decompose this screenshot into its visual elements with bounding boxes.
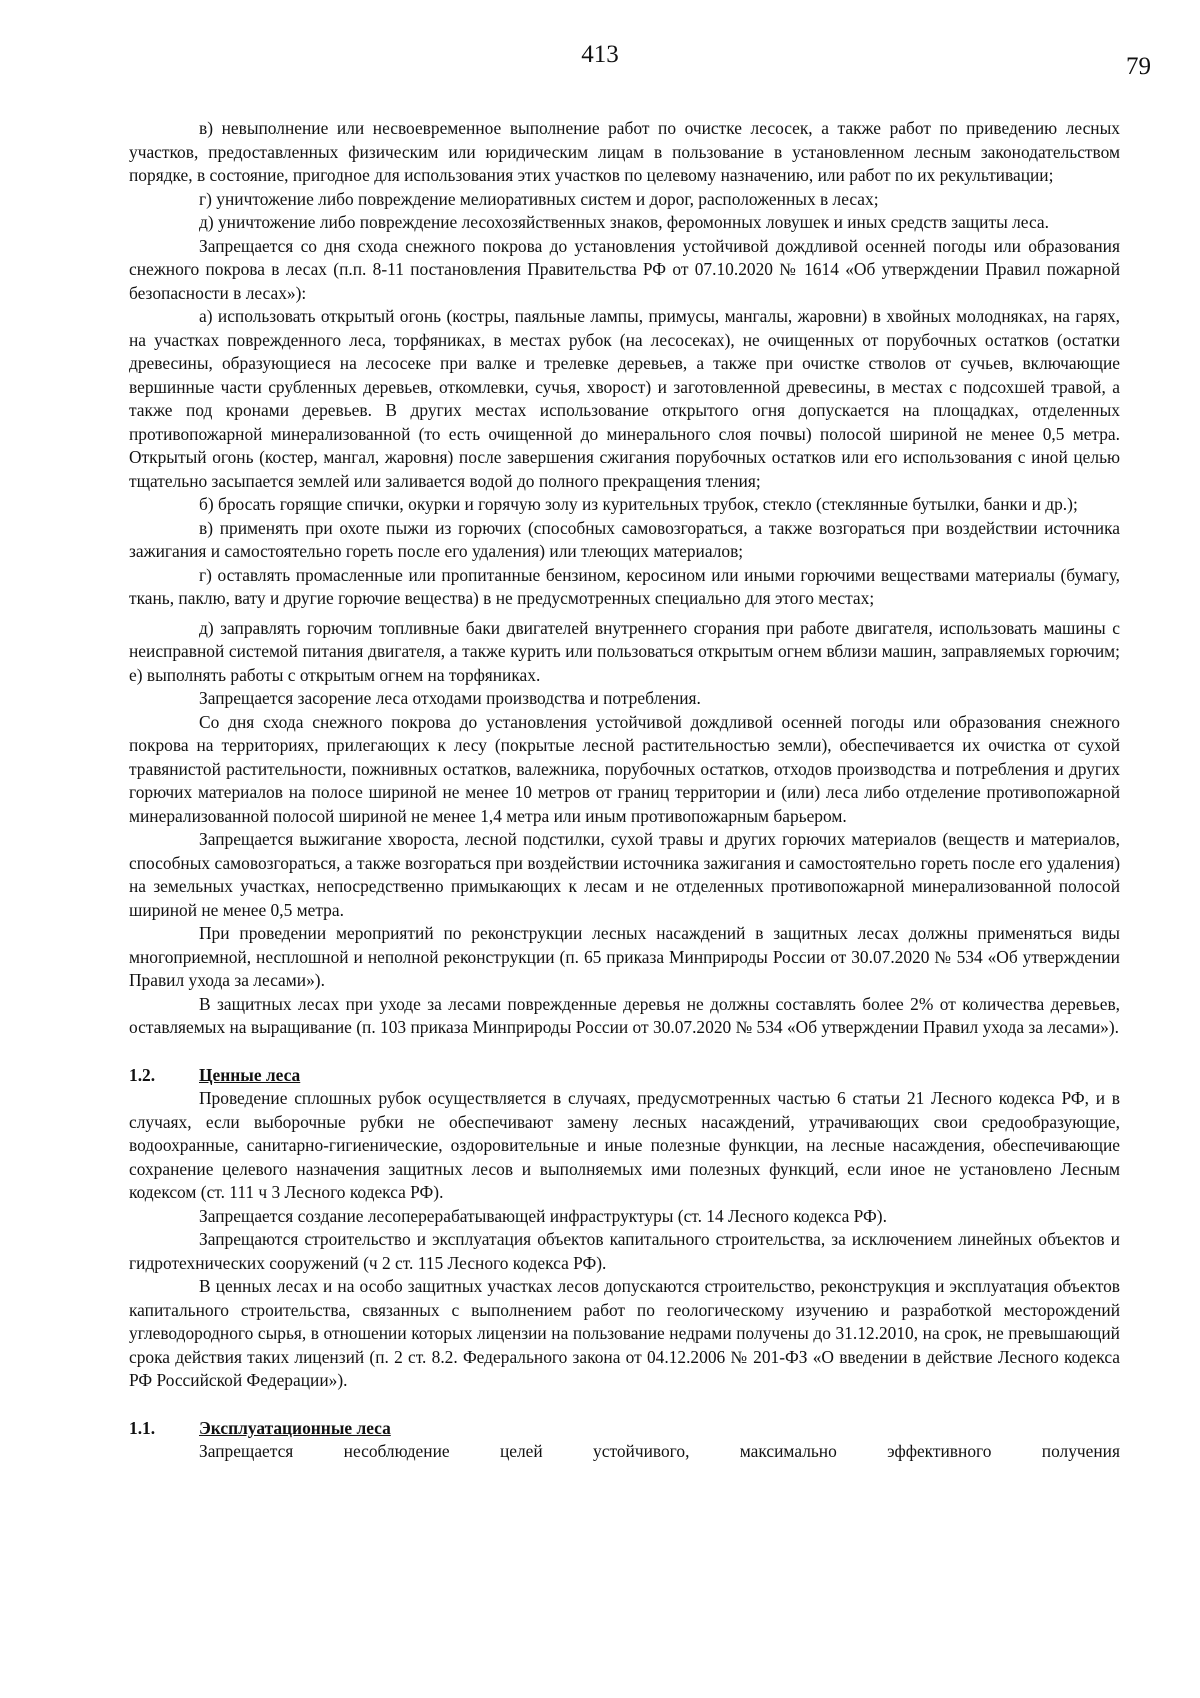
page-number-top: 413 [581,41,619,68]
paragraph: В ценных лесах и на особо защитных участках лесов допускаются строительство, реконструкция и эксплуатация объектов капитального строительства, связанных с выполнением работ по геологическому изучению и разработкой месторождений углеводородного сырья, в отношении которых лицензии на пользование недрами получены до 31.12.2010, на срок, не превышающий срока действия таких лицензий (п. 2 ст. 8.2. Федерального закона от 04.12.2006 № 201-ФЗ «О введении в действие Лесного кодекса РФ Российской Федерации»). [129,1276,1120,1390]
document-body [129,117,1120,1464]
paragraph: Запрещается со дня схода снежного покрова до установления устойчивой дождливой осенней погоды или образования снежного покрова в лесах (п.п. 8-11 постановления Правительства РФ от 07.10.2020 № 1614 «Об утверждении Правил пожарной безопасности в лесах»): [129,235,1120,303]
section-number: 1.2. [129,1064,156,1085]
paragraph: а) использовать открытый огонь (костры, паяльные лампы, примусы, мангалы, жаровни) в хвойных молодняках, на гарях, на участках поврежденного леса, торфяниках, в местах рубок (на лесосеках), не очищенных от порубочных остатков (остатки древесины, образующиеся на лесосеке при валке и трелевке деревьев, а также при очистке стволов от сучьев, включающие вершинные части срубленных деревьев, откомлевки, сучья, хворост) и заготовленной древесины, в местах с подсохшей травой, а также под кронами деревьев. В других местах использование открытого огня допускается на площадках, отделенных противопожарной минерализованной (то есть очищенной до минерального слоя почвы) полосой шириной не менее 0,5 метра. Открытый огонь (костер, мангал, жаровня) после завершения сжигания порубочных остатков или его использования с иной целью тщательно засыпается землей или заливается водой до полного прекращения тления; [129,306,1120,491]
paragraph: д) заправлять горючим топливные баки двигателей внутреннего сгорания при работе двигателя, использовать машины с неисправной системой питания двигателя, а также курить или пользоваться открытым огнем вблизи машин, заправляемых горючим; е) выполнять работы с открытым огнем на торфяниках. [129,617,1120,685]
paragraph: в) невыполнение или несвоевременное выполнение работ по очистке лесосек, а также работ по приведению лесных участков, предоставленных физическим или юридическим лицам в пользование в установленном лесным законодательством порядке, в состояние, пригодное для использования этих участков по целевому назначению, или работ по их рекультивации; [129,118,1120,185]
top-paragraphs [129,117,1120,1040]
section-title: Ценные леса [199,1064,301,1085]
section-exploitation-body [129,1440,1120,1464]
paragraph: Запрещается несоблюдение целей устойчивого, максимально эффективного получения [199,1441,1120,1461]
paragraph: Запрещаются строительство и эксплуатация объектов капитального строительства, за исключением линейных объектов и гидротехнических сооружений (ч 2 ст. 115 Лесного кодекса РФ). [129,1229,1120,1273]
paragraph: д) уничтожение либо повреждение лесохозяйственных знаков, феромонных ловушек и иных средств защиты леса. [199,212,1049,232]
paragraph: Запрещается создание лесоперерабатывающей инфраструктуры (ст. 14 Лесного кодекса РФ). [199,1205,887,1226]
paragraph: При проведении мероприятий по реконструкции лесных насаждений в защитных лесах должны применяться виды многоприемной, несплошной и неполной реконструкции (п. 65 приказа Минприроды России от 30.07.2020 № 534 «Об утверждении Правил ухода за лесами»). [129,923,1120,990]
paragraph: Запрещается засорение леса отходами производства и потребления. [199,688,701,708]
section-heading-valuable [129,1064,1120,1088]
paragraph: б) бросать горящие спички, окурки и горячую золу из курительных трубок, стекло (стеклянные бутылки, банки и др.); [199,494,1078,514]
paragraph: в) применять при охоте пыжи из горючих (способных самовозгораться, а также возгораться при воздействии источника зажигания и самостоятельно гореть после его удаления) или тлеющих материалов; [129,517,1120,561]
paragraph: г) оставлять промасленные или пропитанные бензином, керосином или иными горючими веществами материалы (бумагу, ткань, паклю, вату и другие горючие вещества) в не предусмотренных специально для этого местах; [129,564,1120,608]
paragraph: В защитных лесах при уходе за лесами поврежденные деревья не должны составлять более 2% от количества деревьев, оставляемых на выращивание (п. 103 приказа Минприроды России от 30.07.2020 № 534 «Об утверждении Правил ухода за лесами»). [129,993,1120,1037]
section-title: Эксплуатационные леса [199,1417,391,1438]
section-number: 1.1. [129,1417,156,1438]
paragraph: Запрещается выжигание хвороста, лесной подстилки, сухой травы и других горючих материалов (веществ и материалов, способных самовозгораться, а также возгораться при воздействии источника зажигания и самостоятельно гореть после его удаления) на земельных участках, непосредственно примыкающих к лесам и не отделенных противопожарной минерализованной полосой шириной не менее 0,5 метра. [129,829,1120,920]
paragraph: г) уничтожение либо повреждение мелиоративных систем и дорог, расположенных в лесах; [199,188,879,209]
section-heading-exploitation [129,1417,1120,1441]
page-number-right: 79 [1126,53,1151,80]
section-valuable-body [129,1087,1120,1393]
paragraph: Проведение сплошных рубок осуществляется в случаях, предусмотренных частью 6 статьи 21 Лесного кодекса РФ, и в случаях, если выборочные рубки не обеспечивают замену лесных насаждений, утрачивающих свои средообразующие, водоохранные, санитарно-гигиенические, оздоровительные и иные полезные функции, на лесные насаждения, обеспечивающие сохранение целевого назначения защитных лесов и выполняемых ими полезных функций, если иное не установлено Лесным кодексом (ст. 111 ч 3 Лесного кодекса РФ). [129,1088,1120,1202]
paragraph: Со дня схода снежного покрова до установления устойчивой дождливой осенней погоды или образования снежного покрова на территориях, прилегающих к лесу (покрытые лесной растительностью земли), обеспечивается их очистка от сухой травянистой растительности, пожнивных остатков, валежника, порубочных остатков, отходов производства и потребления и других горючих материалов на полосе шириной не менее 10 метров от границ территории и (или) леса либо отделение противопожарной минерализованной полосой шириной не менее 1,4 метра или иным противопожарным барьером. [129,711,1120,826]
